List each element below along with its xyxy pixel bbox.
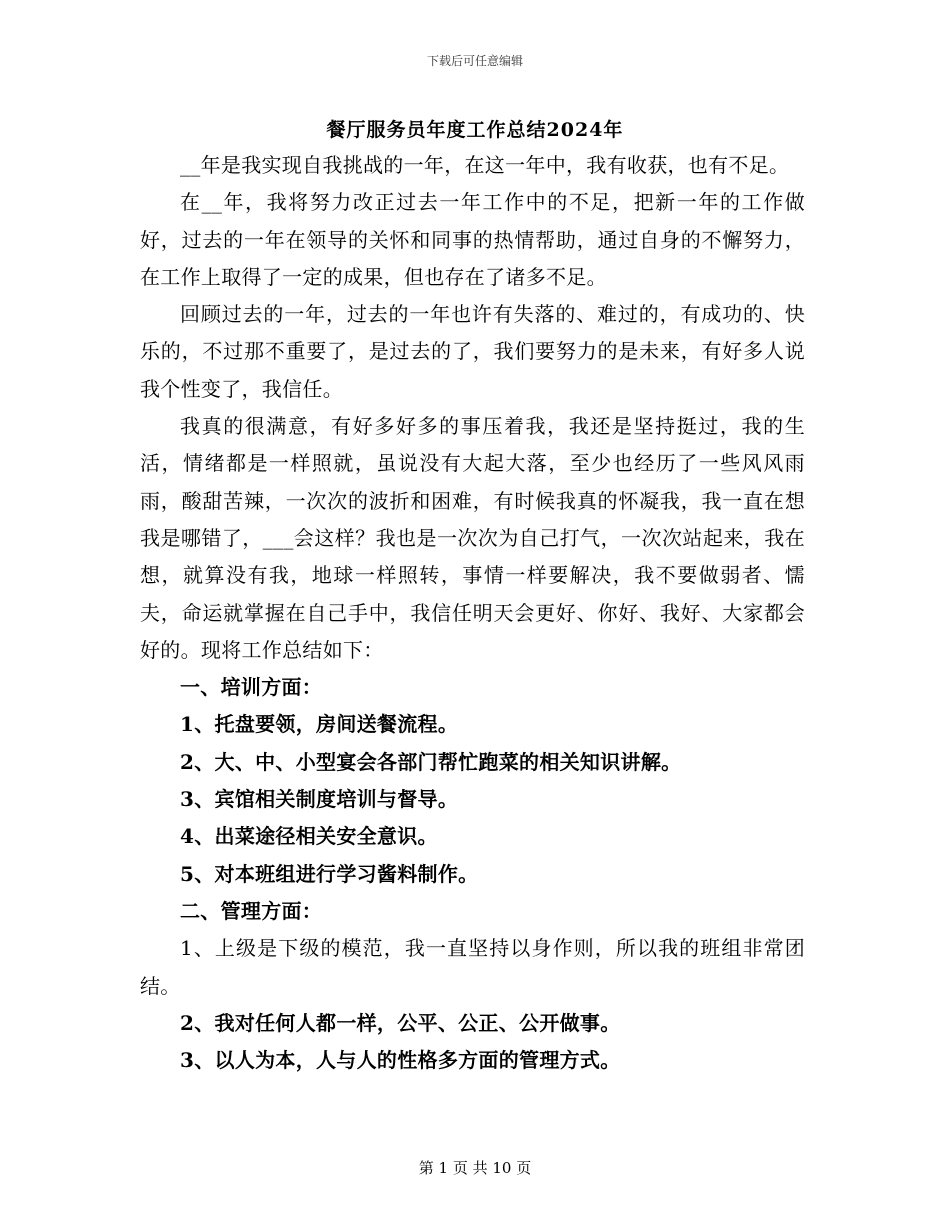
- list-item: 3、宾馆相关制度培训与督导。: [180, 787, 459, 812]
- list-item: 2、我对任何人都一样，公平、公正、公开做事。: [180, 1010, 621, 1035]
- document-body: [140, 147, 805, 1079]
- document-title: 餐厅服务员年度工作总结2024年: [326, 119, 624, 141]
- list-item: 5、对本班组进行学习酱料制作。: [180, 861, 479, 886]
- list-item: 4、出菜途径相关安全意识。: [180, 824, 438, 849]
- paragraph-intro: __年是我实现自我挑战的一年，在这一年中，我有收获，也有不足。: [180, 153, 790, 177]
- list-item: 3、以人为本，人与人的性格多方面的管理方式。: [180, 1048, 621, 1073]
- list-item: 1、上级是下级的模范，我一直坚持以身作则，所以我的班组非常团结。: [140, 936, 805, 998]
- paragraph-plan: 在__年，我将努力改正过去一年工作中的不足，把新一年的工作做好，过去的一年在领导的关怀和同事的热情帮助，通过自身的不懈努力，在工作上取得了一定的成果，但也存在了诸多不足。: [140, 190, 805, 289]
- section-heading-training: 一、培训方面：: [180, 675, 323, 700]
- list-item: 1、托盘要领，房间送餐流程。: [180, 712, 459, 737]
- section-heading-management: 二、管理方面：: [180, 898, 323, 923]
- list-item: 2、大、中、小型宴会各部门帮忙跑菜的相关知识讲解。: [180, 749, 682, 774]
- paragraph-review: 回顾过去的一年，过去的一年也许有失落的、难过的，有成功的、快乐的，不过那不重要了，是过去的了，我们要努力的是未来，有好多人说我个性变了，我信任。: [140, 302, 805, 401]
- paragraph-reflection: 我真的很满意，有好多好多的事压着我，我还是坚持挺过，我的生活，情绪都是一样照就，虽说没有大起大落，至少也经历了一些风风雨雨，酸甜苦辣，一次次的波折和困难，有时候我真的怀凝我，我一直在想我是哪错了，___会这样？我也是一次次为自己打气，一次次站起来，我在想，就算没有我，地球一样照转，事情一样要解决，我不要做弱者、懦夫，命运就掌握在自己手中，我信任明天会更好、你好、我好、大家都会好的。现将工作总结如下：: [140, 414, 805, 662]
- header-note: 下载后可任意编辑: [426, 54, 523, 68]
- page-number: 第 1 页 共 10 页: [418, 1159, 532, 1177]
